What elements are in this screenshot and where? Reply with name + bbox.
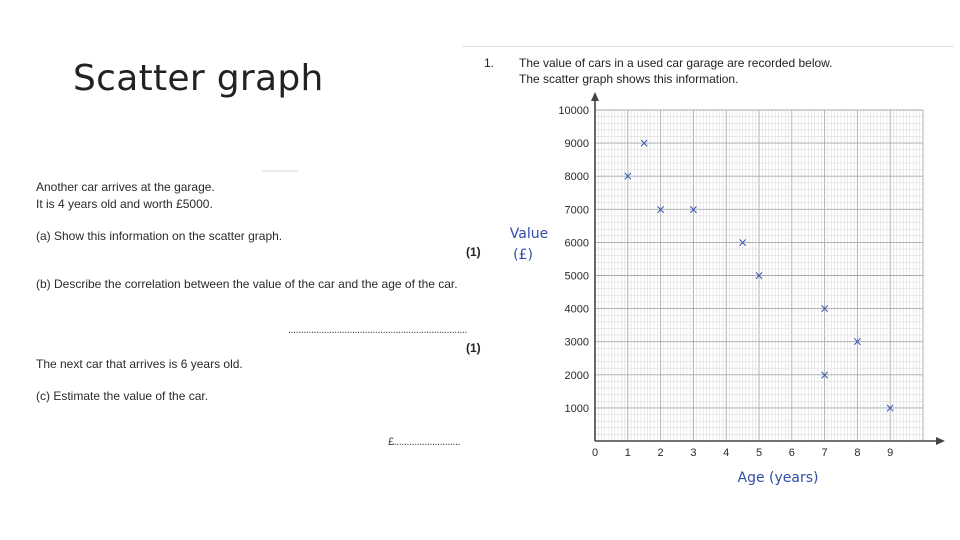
y-tick-label: 7000 — [564, 204, 589, 217]
x-tick-label: 0 — [591, 447, 599, 459]
y-tick-label: 2000 — [564, 369, 589, 382]
y-tick-label: 6000 — [564, 237, 589, 250]
x-axis-label: Age (years) — [737, 470, 819, 486]
data-point: × — [639, 136, 650, 151]
data-point: × — [852, 334, 863, 349]
scan-smudge — [262, 170, 298, 172]
data-point: × — [622, 169, 633, 184]
data-point: × — [885, 400, 896, 415]
y-tick-label: 5000 — [564, 270, 589, 283]
x-tick-label: 9 — [887, 447, 894, 459]
y-tick-label: 4000 — [564, 303, 589, 316]
context-line-1: Another car arrives at the garage. — [36, 180, 215, 194]
y-axis-label-line-2: (£) — [513, 247, 533, 263]
y-tick-label: 3000 — [564, 336, 589, 349]
data-point: × — [753, 268, 765, 283]
x-tick-label: 4 — [723, 447, 730, 459]
y-tick-label: 10000 — [558, 105, 589, 117]
data-point: × — [819, 301, 830, 316]
part-b-answer-line: ...................................................................... — [288, 324, 467, 336]
data-point: × — [819, 367, 830, 382]
slide-title: Scatter graph — [73, 58, 324, 99]
data-point: × — [655, 202, 666, 217]
part-a-marks: (1) — [466, 245, 481, 259]
question-intro-line-1: The value of cars in a used car garage are recorded below. — [519, 56, 833, 70]
x-axis-arrow — [936, 437, 945, 445]
x-tick-label: 2 — [657, 447, 664, 459]
data-point: × — [688, 202, 699, 217]
question-number: 1. — [484, 56, 495, 70]
part-a-text: (a) Show this information on the scatter graph. — [36, 229, 283, 243]
x-tick-label: 5 — [755, 447, 763, 459]
y-axis-label-line-1: Value — [509, 226, 549, 242]
x-tick-label: 1 — [624, 447, 631, 459]
scan-top-edge — [462, 46, 954, 47]
y-tick-label: 8000 — [564, 171, 589, 184]
part-b-marks: (1) — [466, 341, 481, 355]
y-axis-arrow — [591, 92, 599, 101]
part-c-text: (c) Estimate the value of the car. — [36, 389, 209, 403]
x-tick-label: 6 — [788, 447, 795, 459]
y-tick-label: 1000 — [564, 402, 589, 415]
y-tick-labels — [558, 105, 589, 415]
data-point: × — [737, 235, 748, 250]
part-c-answer-line: £.......................... — [388, 436, 461, 448]
x-tick-label: 3 — [690, 447, 697, 459]
part-b-text: (b) Describe the correlation between the value of the car and the age of the car. — [36, 277, 458, 291]
y-tick-label: 9000 — [564, 138, 589, 151]
x-tick-labels — [592, 447, 893, 459]
part-c-intro: The next car that arrives is 6 years old. — [36, 357, 243, 371]
x-tick-label: 7 — [821, 447, 828, 459]
context-line-2: It is 4 years old and worth £5000. — [36, 197, 213, 211]
x-tick-label: 8 — [854, 447, 861, 459]
scatter-chart — [500, 90, 950, 500]
question-intro-line-2: The scatter graph shows this information. — [519, 72, 739, 86]
